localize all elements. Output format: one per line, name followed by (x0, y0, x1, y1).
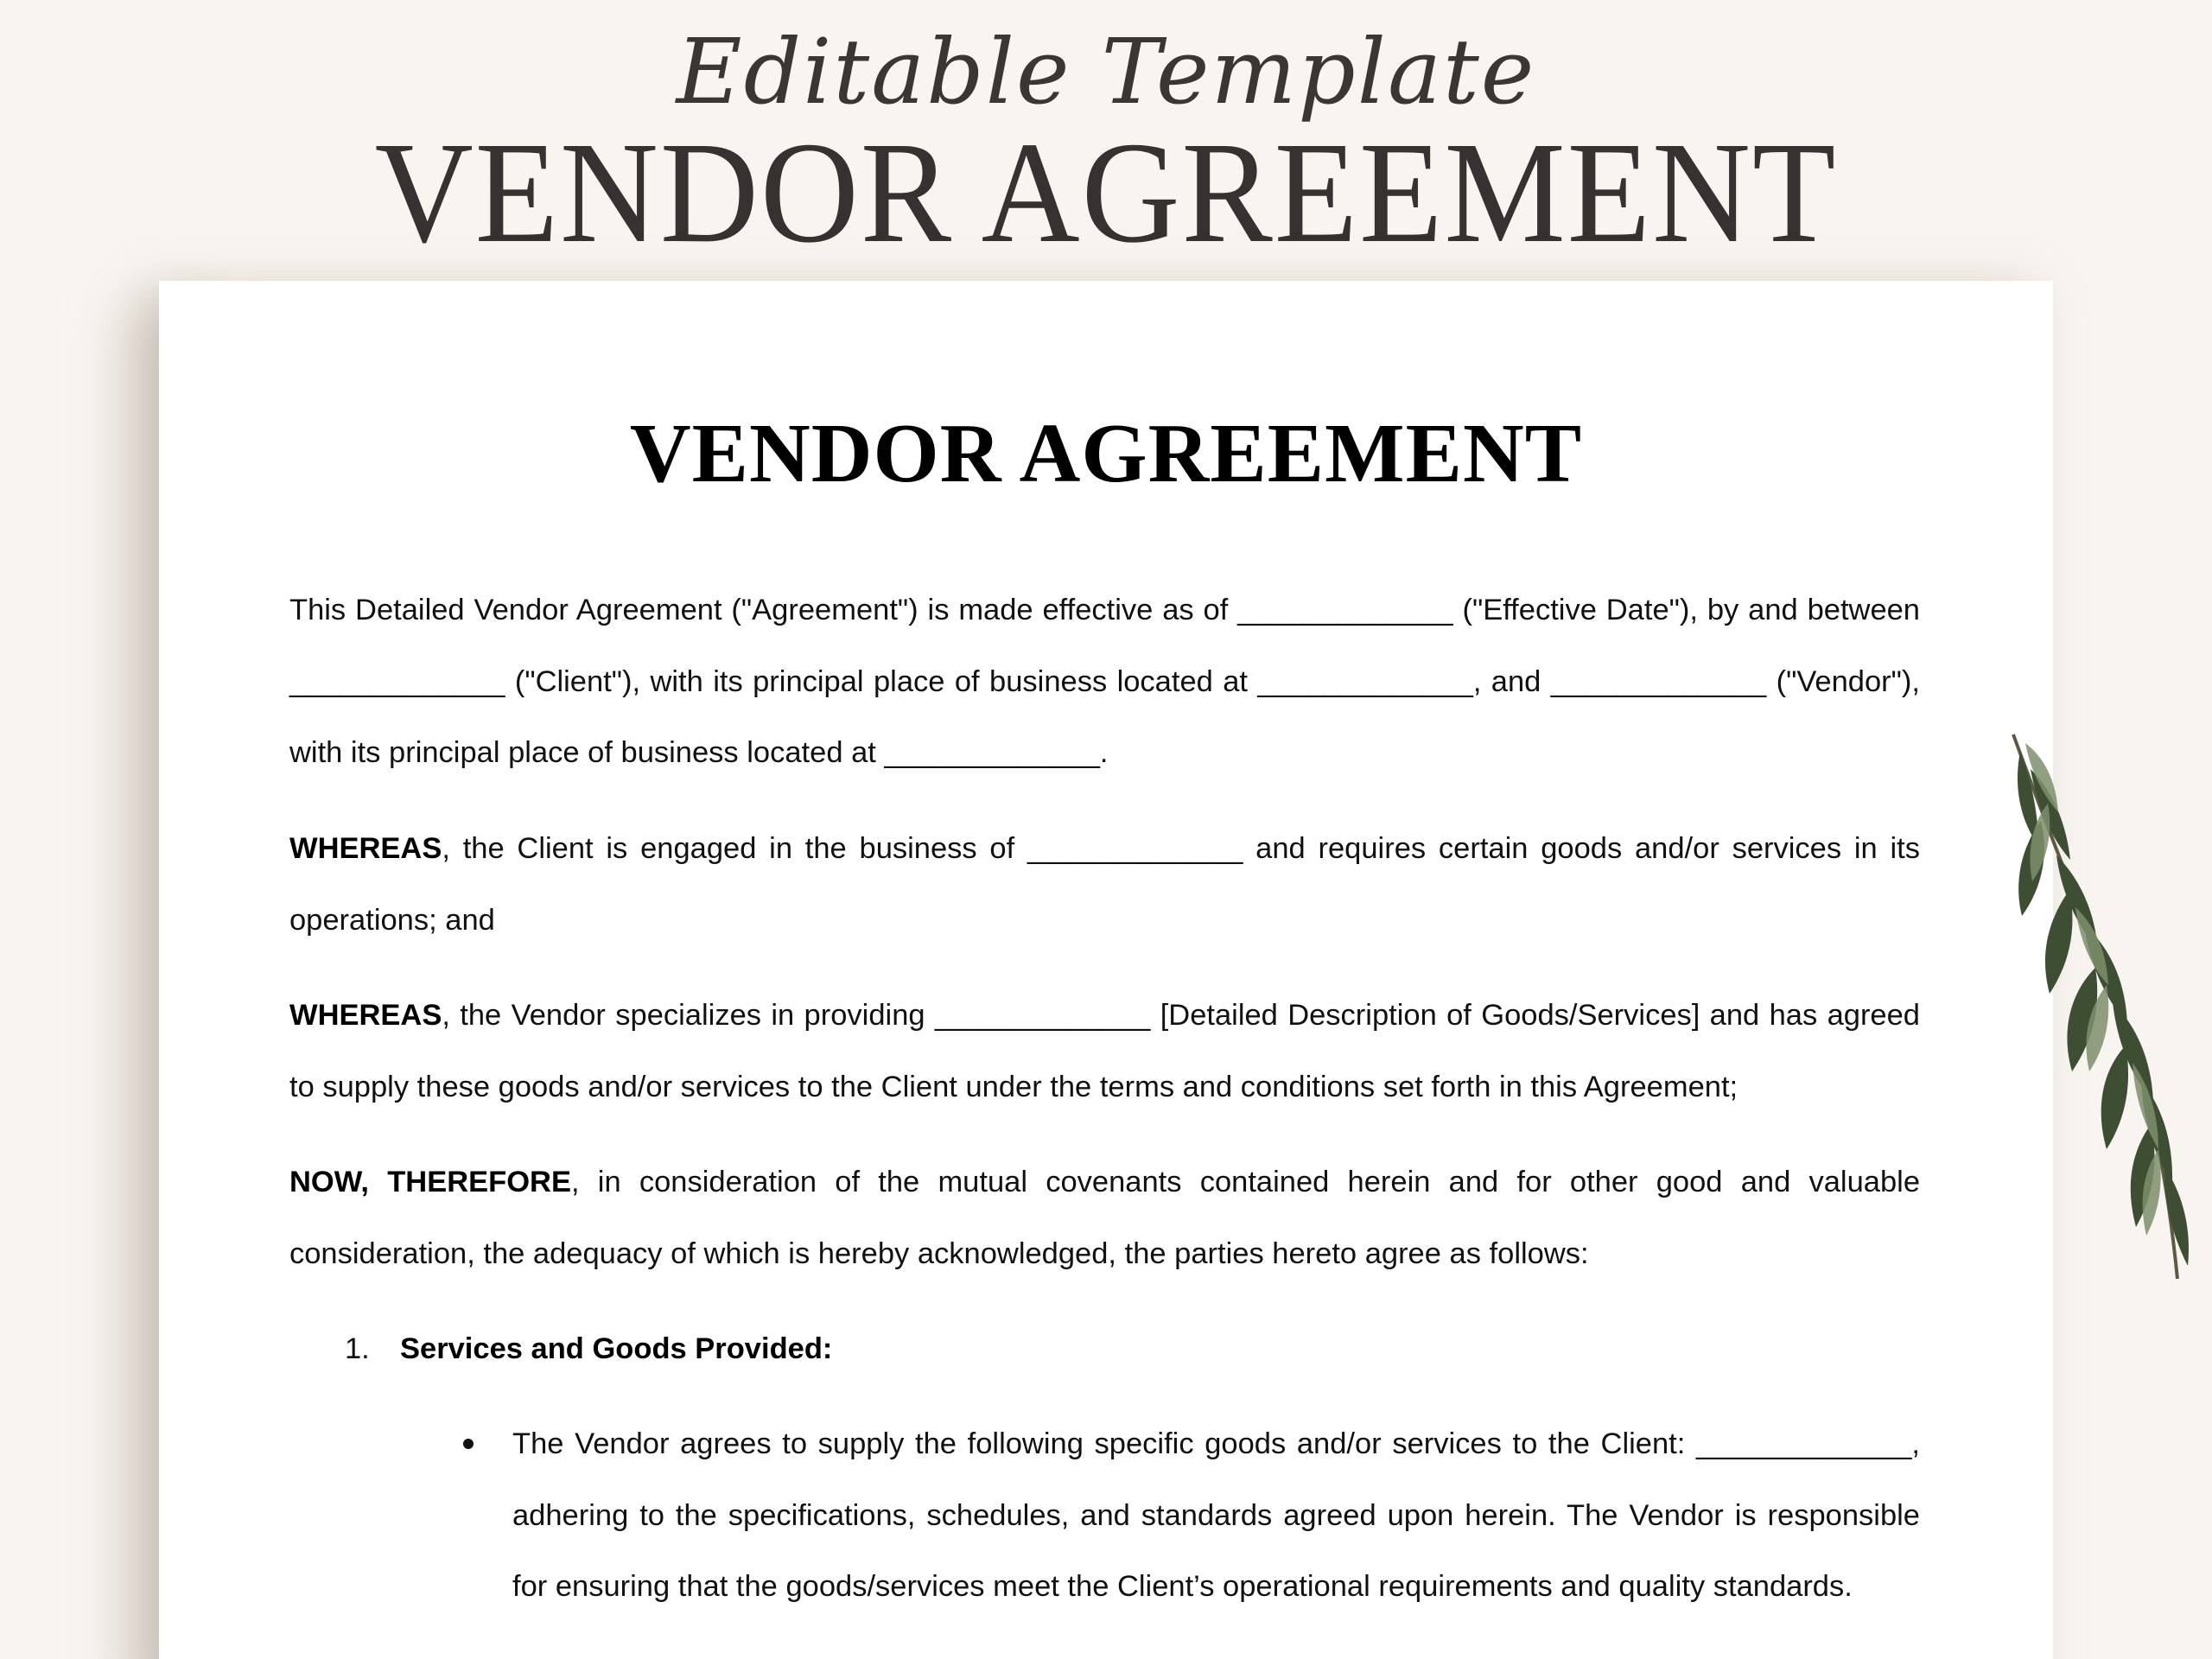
whereas-label: WHEREAS (289, 832, 442, 865)
document-page (159, 281, 2053, 1659)
intro-text: This Detailed Vendor Agreement ("Agreement") is made effective as of _____________ ("Effective Date"), by and between _____________ ("Client"), with its principal place of business located at _____________, and _____________ ("Vendor"), with its principal place of business located at _____________. (289, 594, 1920, 769)
section-number: 1. (345, 1332, 370, 1365)
whereas-label: WHEREAS (289, 999, 442, 1032)
whereas-text-1: , the Client is engaged in the business of _____________ and requires certain goods and/or services in its operations; and (289, 832, 1920, 937)
bullet-icon (463, 1439, 474, 1449)
section-heading-1 (345, 1313, 832, 1385)
document-title: VENDOR AGREEMENT (629, 407, 1583, 500)
now-therefore-label: NOW, THEREFORE (289, 1166, 571, 1198)
whereas-paragraph-2 (289, 980, 1920, 1122)
rosemary-sprig-icon (1987, 717, 2212, 1287)
section-label: Services and Goods Provided: (400, 1332, 833, 1365)
section-1-bullet-1: The Vendor agrees to supply the following specific goods and/or services to the Client: _____________, adhering to the specifications, schedules, and standards agreed upon herein. The Vendor is responsible for ensuring that the goods/services meet the Client’s operational requirements and quality standards. (512, 1427, 1920, 1603)
now-therefore-text: , in consideration of the mutual covenants contained herein and for other good and valuable consideration, the adequacy of which is hereby acknowledged, the parties hereto agree as follows: (289, 1166, 1921, 1270)
whereas-text-2: , the Vendor specializes in providing _____________ [Detailed Description of Goods/Services] and has agreed to supply these goods and/or services to the Client under the terms and conditions set forth in this Agreement; (289, 999, 1920, 1103)
intro-paragraph (289, 575, 1920, 789)
whereas-paragraph-1 (289, 813, 1920, 956)
now-therefore-paragraph (289, 1147, 1920, 1289)
script-heading: Editable Template (676, 19, 1536, 124)
banner-title: VENDOR AGREEMENT (374, 112, 1838, 273)
